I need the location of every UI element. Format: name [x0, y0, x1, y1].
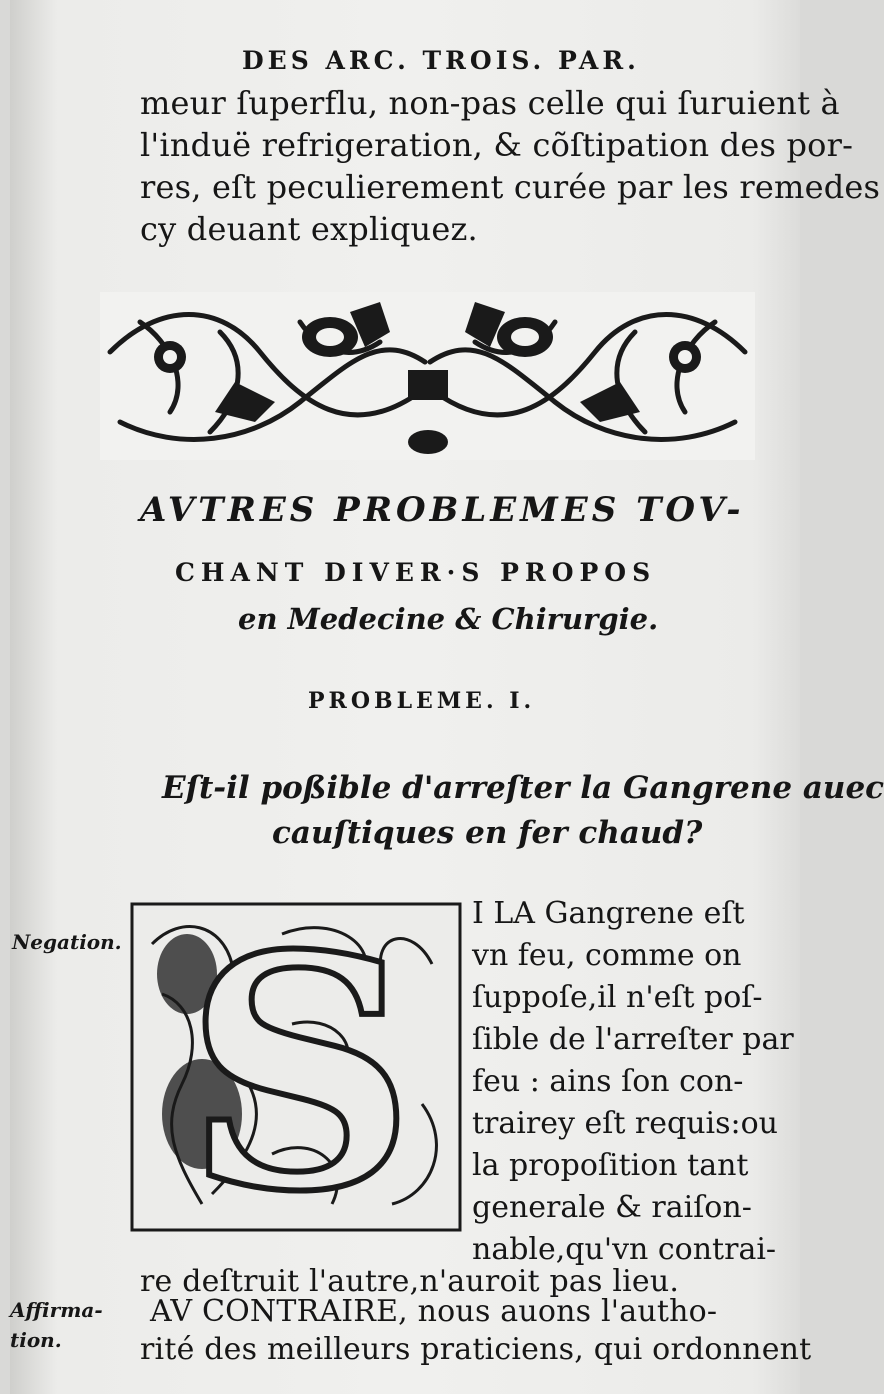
column-line: feu : ains ſon con-	[472, 1064, 744, 1099]
margin-note-affirmation: Affirma-	[10, 1298, 103, 1322]
question-line2: cauſtiques en fer chaud?	[272, 815, 703, 851]
margin-note-affirmation: tion.	[10, 1328, 62, 1352]
floral-headpiece-ornament	[100, 292, 755, 460]
paragraph-line: l'induë refrigeration, & cõſtipation des por-	[140, 126, 854, 164]
paragraph-line: meur ſuperflu, non-pas celle qui ſuruient à	[140, 84, 840, 122]
column-line: ſible de l'arreſter par	[472, 1022, 794, 1057]
paragraph-line: AV CONTRAIRE, nous auons l'autho-	[150, 1294, 718, 1329]
column-line: generale & raiſon-	[472, 1190, 752, 1225]
column-line: vn feu, comme on	[472, 938, 742, 973]
column-line: la propoſition tant	[472, 1148, 749, 1183]
column-line: nable,qu'vn contrai-	[472, 1232, 777, 1267]
section-title-line2: CHANT DIVER·S PROPOS	[175, 558, 657, 587]
paragraph-line: res, eſt peculierement curée par les remedes	[140, 168, 881, 206]
paragraph-line: rité des meilleurs praticiens, qui ordonnent	[140, 1332, 812, 1367]
book-page	[10, 0, 884, 1394]
paragraph-line: re deſtruit l'autre,n'auroit pas lieu.	[140, 1264, 680, 1299]
section-title-line1: AVTRES PROBLEMES TOV-	[140, 490, 745, 530]
column-line: trairey eſt requis:ou	[472, 1106, 779, 1141]
probleme-heading: PROBLEME. I.	[308, 688, 536, 714]
running-header: DES ARC. TROIS. PAR.	[242, 46, 640, 75]
margin-note-negation: Negation.	[12, 930, 122, 954]
question-line1: Eſt-il poßible d'arreſter la Gangrene auec	[162, 770, 884, 806]
column-line: I LA Gangrene eſt	[472, 896, 745, 931]
section-title-line3: en Medecine & Chirurgie.	[238, 602, 659, 636]
paragraph-line: cy deuant expliquez.	[140, 210, 478, 248]
initial-letter: S	[184, 887, 416, 1262]
column-line: ſuppoſe,il n'eſt poſ-	[472, 980, 763, 1015]
decorated-initial-s	[132, 887, 460, 1262]
